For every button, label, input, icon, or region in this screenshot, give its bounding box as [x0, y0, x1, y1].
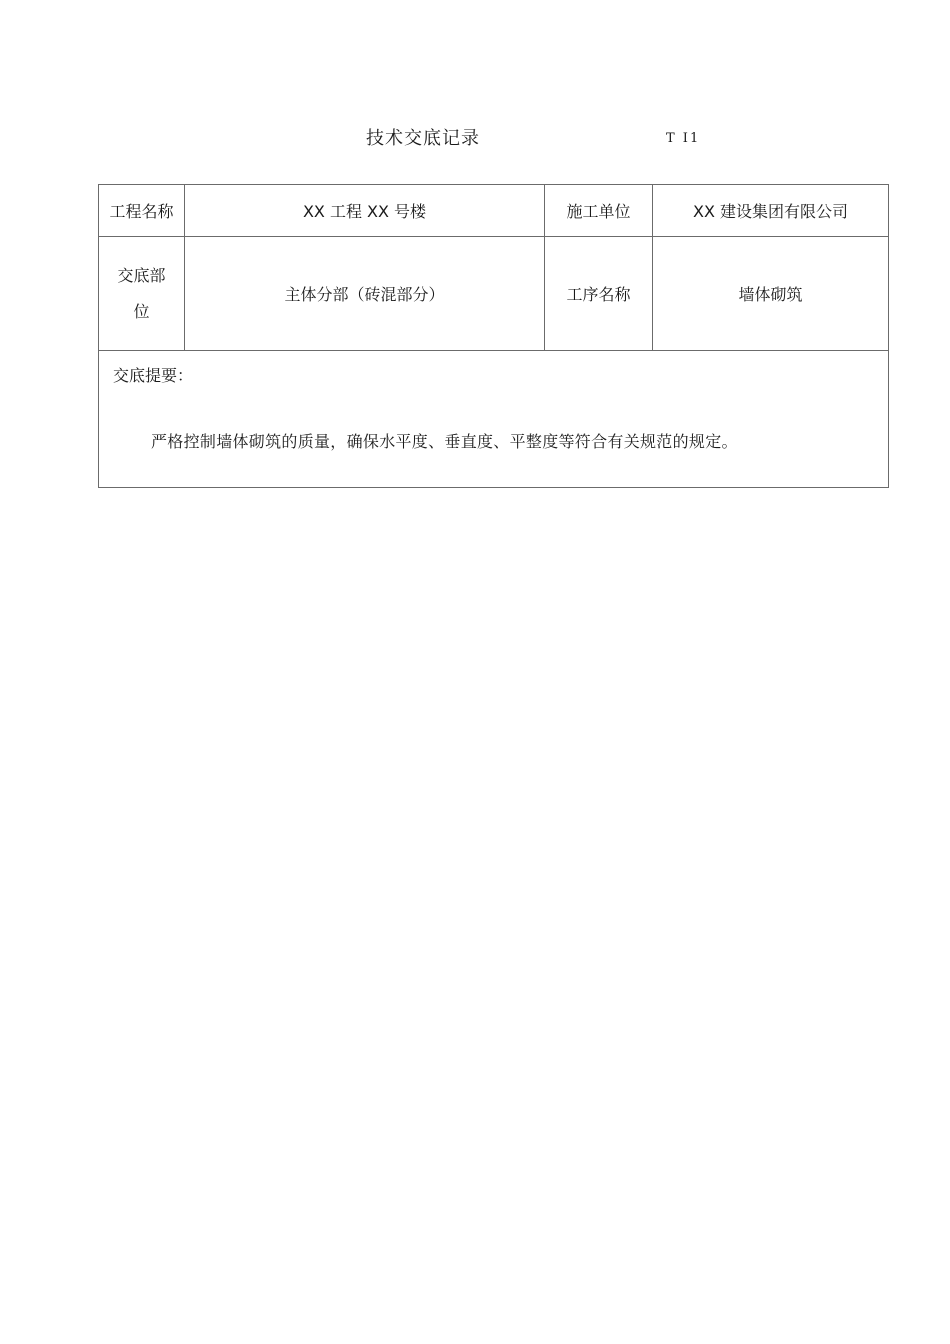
summary-label: 交底提要： [113, 366, 194, 385]
summary-cell [99, 351, 889, 488]
disclosure-record-table [98, 184, 889, 488]
document-title: 技术交底记录 [366, 128, 480, 149]
summary-text: 严格控制墙体砌筑的质量，确保水平度、垂直度、平整度等符合有关规范的规定。 [151, 432, 738, 451]
process-label: 工序名称 [545, 237, 653, 351]
location-label-cell [99, 237, 185, 351]
contractor-label: 施工单位 [545, 185, 653, 237]
table-row [99, 185, 889, 237]
project-name-label: 工程名称 [99, 185, 185, 237]
table-row [99, 351, 889, 488]
table-row [99, 237, 889, 351]
location-value: 主体分部（砖混部分） [185, 237, 545, 351]
contractor-value: XX 建设集团有限公司 [653, 185, 889, 237]
process-value: 墙体砌筑 [653, 237, 889, 351]
location-label: 交底部位 [117, 265, 166, 321]
project-name-value: XX 工程 XX 号楼 [185, 185, 545, 237]
document-code: T I1 [666, 131, 701, 146]
